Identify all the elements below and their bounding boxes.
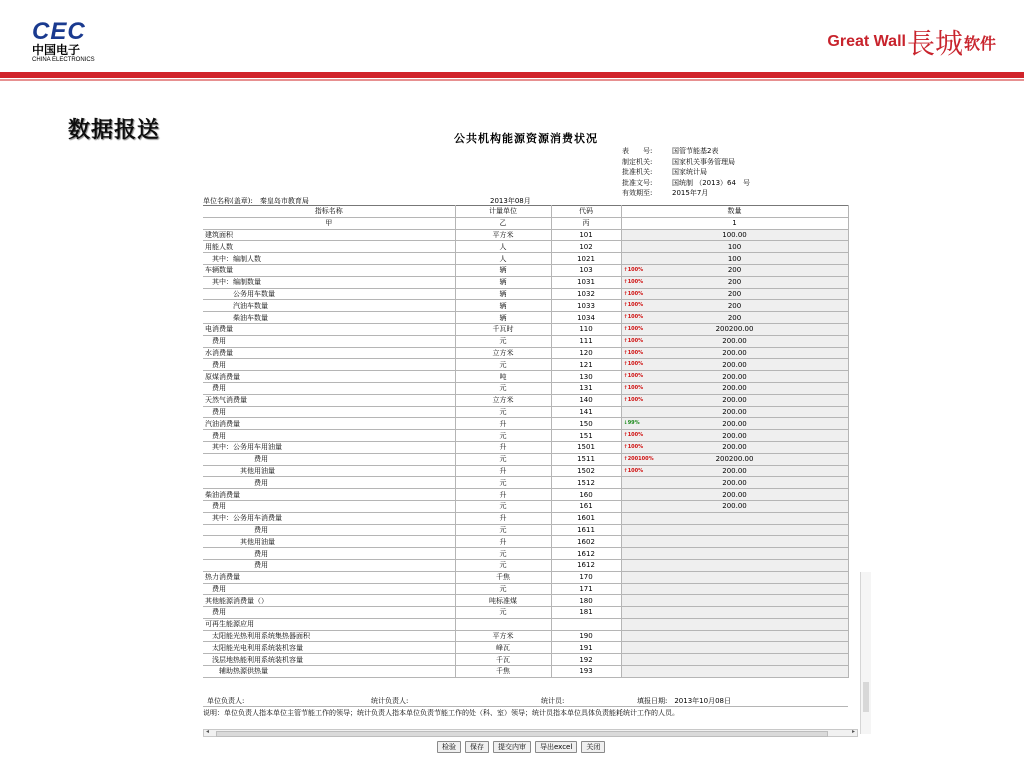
row-unit: 升 <box>455 441 551 453</box>
row-code: 120 <box>551 347 621 359</box>
row-unit: 峰瓦 <box>455 642 551 654</box>
row-name: 热力消费量 <box>203 571 455 583</box>
row-unit: 千焦 <box>455 571 551 583</box>
meta-key: 批准机关: <box>622 168 653 176</box>
table-row <box>203 276 848 288</box>
row-unit: 辆 <box>455 312 551 324</box>
row-value-input[interactable] <box>621 548 848 560</box>
row-value-input[interactable] <box>621 524 848 536</box>
row-code: 140 <box>551 394 621 406</box>
row-unit: 升 <box>455 536 551 548</box>
row-unit: 千瓦时 <box>455 323 551 335</box>
table-row <box>203 642 848 654</box>
meta-line <box>622 146 750 157</box>
row-unit <box>455 618 551 630</box>
table-row <box>203 288 848 300</box>
row-name: 其他能源消费量（） <box>203 595 455 607</box>
table-header-row <box>203 206 848 218</box>
row-code: 160 <box>551 489 621 501</box>
increase-indicator: ↑100% <box>623 467 644 474</box>
meta-value: 2015年7月 <box>672 189 709 197</box>
row-name: 费用 <box>203 583 455 595</box>
row-unit: 元 <box>455 453 551 465</box>
row-unit: 千焦 <box>455 666 551 678</box>
row-code: 190 <box>551 630 621 642</box>
row-value-input[interactable] <box>621 371 848 383</box>
row-code: 1031 <box>551 276 621 288</box>
row-code: 121 <box>551 359 621 371</box>
row-value-input[interactable] <box>621 430 848 442</box>
row-name: 费用 <box>203 524 455 536</box>
row-value-input[interactable] <box>621 618 848 630</box>
table-row <box>203 335 848 347</box>
table-row <box>203 371 848 383</box>
row-value-input[interactable] <box>621 441 848 453</box>
row-value: 200.00 <box>722 372 747 381</box>
table-row <box>203 595 848 607</box>
row-unit: 人 <box>455 253 551 265</box>
row-value-input[interactable] <box>621 288 848 300</box>
row-value: 100 <box>727 254 742 263</box>
row-unit: 元 <box>455 559 551 571</box>
row-value-input[interactable] <box>621 607 848 619</box>
row-value-input[interactable] <box>621 323 848 335</box>
table-row <box>203 253 848 265</box>
report-title: 公共机构能源资源消费状况 <box>454 132 598 145</box>
row-name: 其中：公务用车消费量 <box>203 512 455 524</box>
row-unit: 元 <box>455 583 551 595</box>
fill-date: 填报日期: 2013年10月08日 <box>637 697 731 705</box>
table-row <box>203 347 848 359</box>
table-row <box>203 583 848 595</box>
row-name: 车辆数量 <box>203 264 455 276</box>
row-value: 100 <box>727 242 742 251</box>
row-code: 1612 <box>551 548 621 560</box>
row-value: 200.00 <box>722 384 747 393</box>
table-row <box>203 382 848 394</box>
table-row <box>203 300 848 312</box>
row-code: 1611 <box>551 524 621 536</box>
row-code: 170 <box>551 571 621 583</box>
row-code: 150 <box>551 418 621 430</box>
cec-logo <box>32 20 112 64</box>
row-unit: 人 <box>455 241 551 253</box>
row-code: 1501 <box>551 441 621 453</box>
meta-line <box>622 167 750 178</box>
row-value-input[interactable] <box>621 559 848 571</box>
row-value-input[interactable] <box>621 654 848 666</box>
decrease-indicator: ↓99% <box>623 420 640 427</box>
row-value: 200200.00 <box>715 325 754 334</box>
increase-indicator: ↑100% <box>623 325 644 332</box>
table-row <box>203 359 848 371</box>
scroll-left-icon[interactable]: ◂ <box>206 728 210 735</box>
unit-label: 单位名称(盖章): 秦皇岛市教育局 <box>203 197 309 205</box>
row-name: 费用 <box>203 430 455 442</box>
slide-title: 数据报送 <box>68 118 161 143</box>
row-value: 200.00 <box>722 396 747 405</box>
table-code-row <box>203 217 848 229</box>
table-row <box>203 323 848 335</box>
row-value-input[interactable] <box>621 241 848 253</box>
row-code: 1021 <box>551 253 621 265</box>
row-value-input[interactable] <box>621 583 848 595</box>
row-name: 水消费量 <box>203 347 455 359</box>
col-header-code: 代码 <box>551 206 621 218</box>
row-unit: 元 <box>455 359 551 371</box>
increase-indicator: ↑100% <box>623 290 644 297</box>
meta-key: 有效期至: <box>622 189 653 197</box>
row-unit: 辆 <box>455 288 551 300</box>
row-name: 其他用油量 <box>203 465 455 477</box>
increase-indicator: ↑100% <box>623 396 644 403</box>
row-value-input[interactable] <box>621 418 848 430</box>
row-unit: 平方米 <box>455 630 551 642</box>
row-name: 电消费量 <box>203 323 455 335</box>
horizontal-scrollbar[interactable] <box>203 729 858 737</box>
report-note: 说明：单位负责人指本单位主管节能工作的领导；统计负责人指本单位负责节能工作的处（科、室）领导；统计员指本单位具体负责能耗统计工作的人员。 <box>203 709 679 717</box>
unit-head-label: 单位负责人: <box>207 697 245 705</box>
row-value: 200200.00 <box>715 455 754 464</box>
row-unit: 元 <box>455 335 551 347</box>
meta-key: 制定机关: <box>622 157 653 166</box>
cec-brand: CEC <box>32 18 86 45</box>
row-unit: 元 <box>455 382 551 394</box>
cec-zh: 中国电子 <box>32 43 81 57</box>
row-value: 200.00 <box>722 360 747 369</box>
increase-indicator: ↑100% <box>623 302 644 309</box>
meta-value: 国统制 （2013）64 号 <box>672 178 750 187</box>
row-name: 费用 <box>203 500 455 512</box>
row-code: 1612 <box>551 559 621 571</box>
table-row <box>203 559 848 571</box>
col-header-unit: 计量单位 <box>455 206 551 218</box>
table-row <box>203 477 848 489</box>
row-value: 200 <box>727 266 742 275</box>
increase-indicator: ↑100% <box>623 361 644 368</box>
increase-indicator: ↑100% <box>623 266 644 273</box>
table-row <box>203 630 848 642</box>
row-value: 200 <box>727 313 742 322</box>
scroll-right-icon[interactable]: ▸ <box>851 728 855 735</box>
row-unit: 千瓦 <box>455 654 551 666</box>
row-value-input[interactable] <box>621 465 848 477</box>
row-value-input[interactable] <box>621 406 848 418</box>
row-code: 141 <box>551 406 621 418</box>
row-value: 200.00 <box>722 348 747 357</box>
table-row <box>203 312 848 324</box>
row-value-input[interactable] <box>621 300 848 312</box>
row-unit: 吨标准煤 <box>455 595 551 607</box>
row-name: 其中：编制人数 <box>203 253 455 265</box>
row-unit: 升 <box>455 512 551 524</box>
row-name: 费用 <box>203 548 455 560</box>
row-code: 193 <box>551 666 621 678</box>
validate-button[interactable]: 检验 <box>437 741 461 753</box>
great-wall-suffix: 软件 <box>963 33 996 53</box>
row-code <box>551 618 621 630</box>
row-name: 费用 <box>203 335 455 347</box>
row-name: 费用 <box>203 406 455 418</box>
row-unit: 辆 <box>455 264 551 276</box>
row-name: 其中：编制数量 <box>203 276 455 288</box>
row-value: 200.00 <box>722 419 747 428</box>
increase-indicator: ↑100% <box>623 373 644 380</box>
row-name: 浅层地热能利用系统装机容量 <box>203 654 455 666</box>
table-row <box>203 536 848 548</box>
row-unit: 升 <box>455 489 551 501</box>
action-buttons <box>437 741 605 753</box>
row-value-input[interactable] <box>621 264 848 276</box>
col-code-name: 甲 <box>203 217 455 229</box>
row-name: 费用 <box>203 382 455 394</box>
row-value-input[interactable] <box>621 571 848 583</box>
increase-indicator: ↑100% <box>623 443 644 450</box>
table-row <box>203 618 848 630</box>
row-unit: 元 <box>455 406 551 418</box>
row-unit: 元 <box>455 500 551 512</box>
col-header-name: 指标名称 <box>203 206 455 218</box>
export-excel-button[interactable]: 导出excel <box>535 741 577 753</box>
row-code: 1032 <box>551 288 621 300</box>
row-unit: 元 <box>455 477 551 489</box>
great-wall-logo <box>827 22 996 62</box>
row-name: 柴油车数量 <box>203 312 455 324</box>
row-unit: 升 <box>455 418 551 430</box>
table-row <box>203 441 848 453</box>
row-code: 1601 <box>551 512 621 524</box>
row-value-input[interactable] <box>621 335 848 347</box>
row-code: 111 <box>551 335 621 347</box>
row-value: 200.00 <box>722 478 747 487</box>
table-row <box>203 229 848 241</box>
statistician-label: 统计员: <box>541 697 565 705</box>
row-value: 200.00 <box>722 466 747 475</box>
row-code: 131 <box>551 382 621 394</box>
row-code: 1511 <box>551 453 621 465</box>
row-unit: 辆 <box>455 300 551 312</box>
row-code: 103 <box>551 264 621 276</box>
row-value-input[interactable] <box>621 394 848 406</box>
increase-indicator: ↑200100% <box>623 455 654 462</box>
row-value-input[interactable] <box>621 253 848 265</box>
col-header-value: 数量 <box>621 206 848 218</box>
row-name: 太阳能光电利用系统装机容量 <box>203 642 455 654</box>
cec-en: CHINA ELECTRONICS <box>32 57 95 63</box>
table-row <box>203 607 848 619</box>
meta-value: 国管节能基2表 <box>672 147 719 155</box>
row-value-input[interactable] <box>621 536 848 548</box>
table-row <box>203 406 848 418</box>
header-divider <box>0 72 1024 78</box>
row-code: 171 <box>551 583 621 595</box>
row-unit: 辆 <box>455 276 551 288</box>
header-divider-light <box>0 79 1024 81</box>
row-value: 200.00 <box>722 502 747 511</box>
meta-line <box>622 188 750 199</box>
table-row <box>203 666 848 678</box>
row-code: 110 <box>551 323 621 335</box>
row-code: 192 <box>551 654 621 666</box>
row-unit: 立方米 <box>455 347 551 359</box>
increase-indicator: ↑100% <box>623 432 644 439</box>
meta-value: 国家机关事务管理局 <box>672 157 735 166</box>
table-row <box>203 654 848 666</box>
increase-indicator: ↑100% <box>623 278 644 285</box>
meta-line <box>622 178 750 189</box>
meta-line <box>622 157 750 168</box>
row-value-input[interactable] <box>621 382 848 394</box>
row-name: 建筑面积 <box>203 229 455 241</box>
table-row <box>203 430 848 442</box>
row-name: 太阳能光热利用系统集热器面积 <box>203 630 455 642</box>
energy-table <box>203 205 849 678</box>
row-value-input[interactable] <box>621 477 848 489</box>
table-row <box>203 465 848 477</box>
row-code: 151 <box>551 430 621 442</box>
row-value: 200 <box>727 289 742 298</box>
row-value: 200.00 <box>722 431 747 440</box>
row-name: 费用 <box>203 477 455 489</box>
row-unit: 立方米 <box>455 394 551 406</box>
col-code-code: 丙 <box>551 217 621 229</box>
row-value: 200.00 <box>722 490 747 499</box>
row-code: 102 <box>551 241 621 253</box>
row-code: 180 <box>551 595 621 607</box>
table-row <box>203 500 848 512</box>
row-code: 101 <box>551 229 621 241</box>
row-code: 1033 <box>551 300 621 312</box>
row-name: 柴油消费量 <box>203 489 455 501</box>
row-value-input[interactable] <box>621 595 848 607</box>
table-row <box>203 548 848 560</box>
row-unit: 元 <box>455 548 551 560</box>
row-value-input[interactable] <box>621 500 848 512</box>
row-name: 可再生能源应用 <box>203 618 455 630</box>
table-row <box>203 264 848 276</box>
row-code: 181 <box>551 607 621 619</box>
table-row <box>203 571 848 583</box>
row-value-input[interactable] <box>621 642 848 654</box>
row-name: 费用 <box>203 359 455 371</box>
row-name: 用能人数 <box>203 241 455 253</box>
meta-value: 国家统计局 <box>672 168 707 176</box>
row-name: 费用 <box>203 607 455 619</box>
col-code-value: 1 <box>621 217 848 229</box>
row-unit: 元 <box>455 607 551 619</box>
table-row <box>203 524 848 536</box>
row-name: 汽油消费量 <box>203 418 455 430</box>
table-row <box>203 453 848 465</box>
row-name: 公务用车数量 <box>203 288 455 300</box>
row-value-input[interactable] <box>621 276 848 288</box>
row-code: 1034 <box>551 312 621 324</box>
row-name: 其中：公务用车用油量 <box>203 441 455 453</box>
row-name: 天然气消费量 <box>203 394 455 406</box>
row-value-input[interactable] <box>621 630 848 642</box>
row-unit: 平方米 <box>455 229 551 241</box>
row-unit: 吨 <box>455 371 551 383</box>
scroll-thumb[interactable] <box>216 731 828 737</box>
meta-key: 批准文号: <box>622 178 653 187</box>
row-code: 1502 <box>551 465 621 477</box>
row-code: 1512 <box>551 477 621 489</box>
row-value: 200.00 <box>722 443 747 452</box>
row-code: 130 <box>551 371 621 383</box>
row-name: 费用 <box>203 559 455 571</box>
row-name: 其他用油量 <box>203 536 455 548</box>
report-meta <box>622 146 750 199</box>
row-value-input[interactable] <box>621 229 848 241</box>
row-value-input[interactable] <box>621 512 848 524</box>
increase-indicator: ↑100% <box>623 314 644 321</box>
stat-head-label: 统计负责人: <box>371 697 409 705</box>
report-period: 2013年08月 <box>490 197 531 205</box>
signature-line <box>203 696 848 707</box>
close-button[interactable]: 关闭 <box>581 741 605 753</box>
meta-key: 表 号: <box>622 147 653 155</box>
row-value: 200 <box>727 301 742 310</box>
table-row <box>203 394 848 406</box>
row-unit: 升 <box>455 465 551 477</box>
row-value-input[interactable] <box>621 347 848 359</box>
row-code: 191 <box>551 642 621 654</box>
row-value-input[interactable] <box>621 453 848 465</box>
vertical-scroll-thumb[interactable] <box>863 682 869 712</box>
increase-indicator: ↑100% <box>623 349 644 356</box>
col-code-unit: 乙 <box>455 217 551 229</box>
increase-indicator: ↑100% <box>623 337 644 344</box>
vertical-scrollbar[interactable] <box>860 572 871 734</box>
row-unit: 元 <box>455 430 551 442</box>
row-value-input[interactable] <box>621 359 848 371</box>
row-value-input[interactable] <box>621 489 848 501</box>
row-name: 原煤消费量 <box>203 371 455 383</box>
row-value-input[interactable] <box>621 666 848 678</box>
submit-review-button[interactable]: 提交内审 <box>493 741 531 753</box>
table-row <box>203 489 848 501</box>
great-wall-mark-icon: 長城 <box>906 27 963 60</box>
row-value: 200.00 <box>722 337 747 346</box>
table-row <box>203 512 848 524</box>
save-button[interactable]: 保存 <box>465 741 489 753</box>
increase-indicator: ↑100% <box>623 384 644 391</box>
row-value: 100.00 <box>722 230 747 239</box>
row-value-input[interactable] <box>621 312 848 324</box>
table-row <box>203 241 848 253</box>
row-name: 费用 <box>203 453 455 465</box>
table-row <box>203 418 848 430</box>
great-wall-brand: Great Wall <box>827 33 906 50</box>
row-code: 161 <box>551 500 621 512</box>
row-unit: 元 <box>455 524 551 536</box>
row-value: 200 <box>727 278 742 287</box>
row-code: 1602 <box>551 536 621 548</box>
row-name: 辅助热源供热量 <box>203 666 455 678</box>
row-name: 汽油车数量 <box>203 300 455 312</box>
row-value: 200.00 <box>722 407 747 416</box>
